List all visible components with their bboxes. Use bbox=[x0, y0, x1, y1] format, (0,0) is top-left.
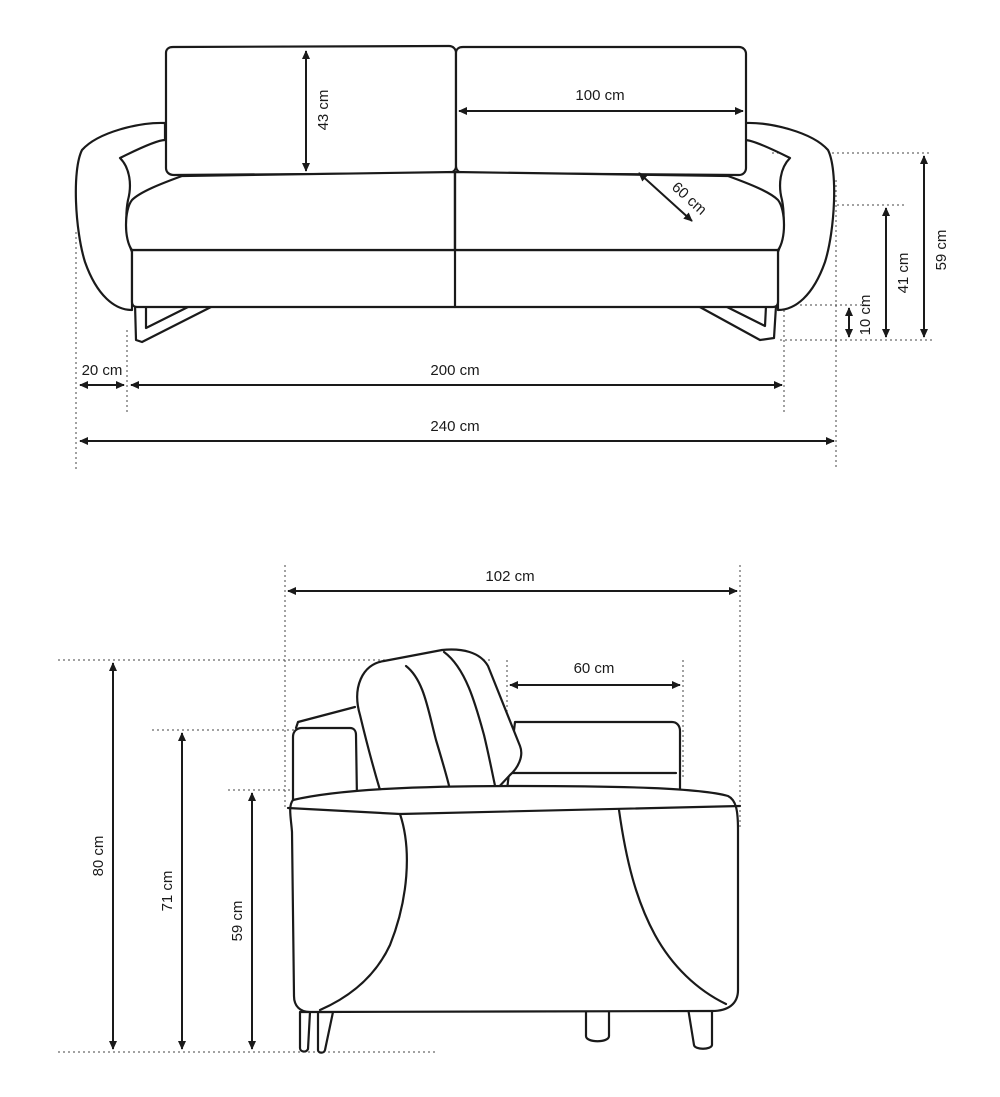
total-height-label: 80 cm bbox=[90, 835, 107, 877]
side-body bbox=[290, 786, 738, 1012]
cushion-width-label: 100 cm bbox=[575, 87, 625, 104]
front-armrest bbox=[507, 722, 680, 790]
front-legs bbox=[135, 304, 776, 342]
rear-armrest bbox=[293, 728, 357, 800]
side-view bbox=[58, 565, 740, 1053]
arm-width-label: 20 cm bbox=[81, 362, 123, 379]
side-seat-depth-label: 60 cm bbox=[573, 660, 615, 677]
side-back-cushion bbox=[357, 650, 521, 790]
side-legs bbox=[300, 1008, 712, 1053]
back-cushion-left bbox=[166, 46, 456, 175]
front-view bbox=[76, 46, 950, 470]
seat-cushion-right bbox=[455, 172, 784, 250]
side-arm-height-label: 59 cm bbox=[229, 900, 246, 942]
leg-height-label: 10 cm bbox=[857, 294, 874, 336]
total-width-label: 240 cm bbox=[430, 418, 480, 435]
back-height-label: 71 cm bbox=[159, 870, 176, 912]
seat-depth-label: 60 cm bbox=[668, 178, 710, 219]
seat-width-label: 200 cm bbox=[430, 362, 480, 379]
seat-height-label: 41 cm bbox=[895, 252, 912, 294]
seat-cushion-left bbox=[126, 172, 455, 250]
total-depth-label: 102 cm bbox=[485, 568, 535, 585]
backrest-height-label: 43 cm bbox=[315, 89, 332, 131]
arm-height-label: 59 cm bbox=[933, 229, 950, 271]
